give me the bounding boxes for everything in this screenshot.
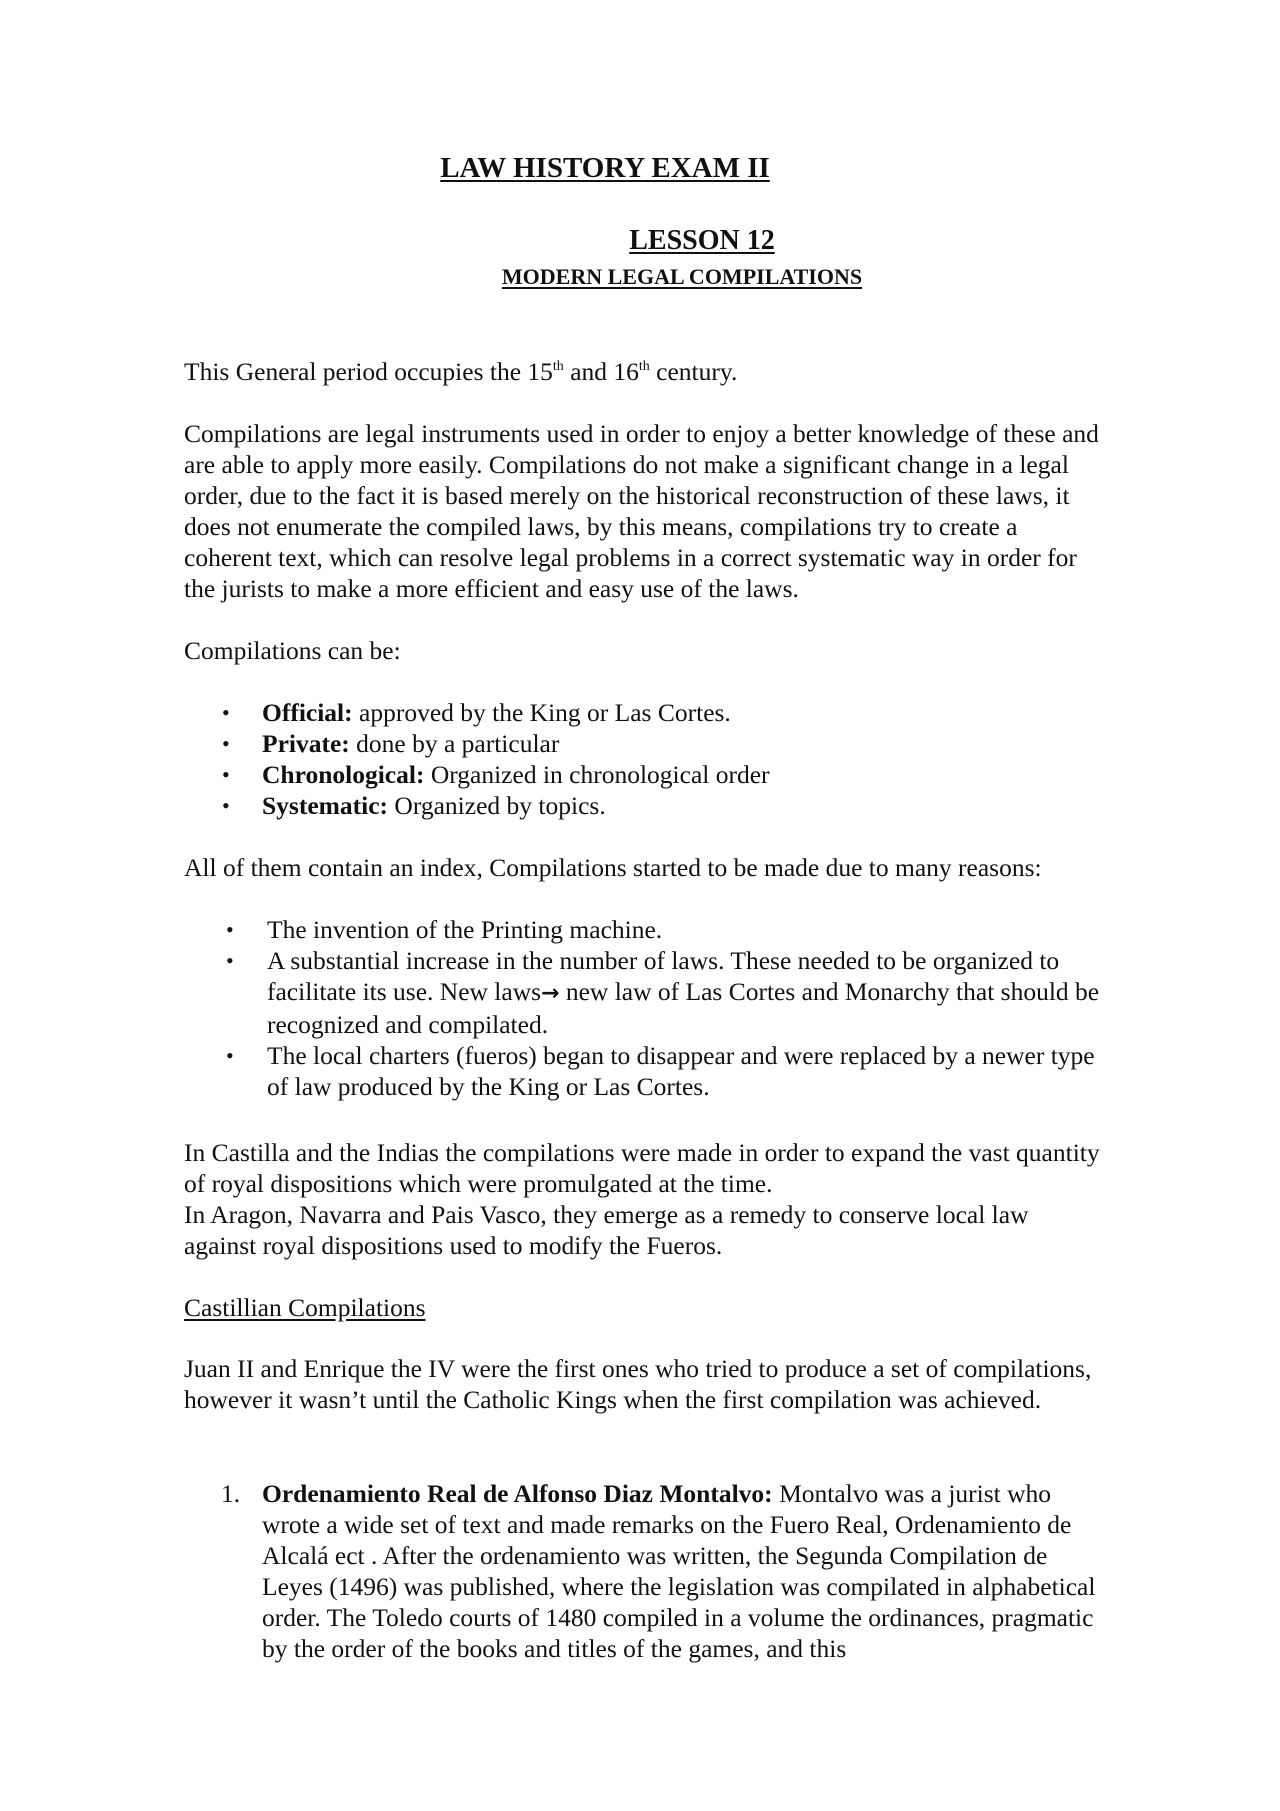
bullet-icon: •	[226, 1043, 234, 1068]
list-item	[184, 759, 1104, 790]
aragon-text: In Aragon, Navarra and Pais Vasco, they emerge as a remedy to conserve local law against royal dispositions used to modify the Fueros.	[184, 1200, 1029, 1260]
reasons-list	[184, 914, 1104, 1102]
exam-title	[0, 150, 1280, 186]
bullet-icon: •	[226, 948, 234, 973]
bullet-icon: •	[222, 700, 230, 725]
type-term: Chronological:	[262, 760, 425, 789]
reasons-intro: All of them contain an index, Compilations started to be made due to many reasons:	[184, 853, 1042, 882]
intro-paragraph	[184, 356, 1104, 387]
list-item	[184, 914, 1104, 945]
intro-sup-1: th	[552, 359, 564, 374]
type-term: Official:	[262, 698, 353, 727]
exam-title-text: LAW HISTORY EXAM II	[440, 152, 770, 184]
castilla-text: In Castilla and the Indias the compilations were made in order to expand the vast quantity of royal dispositions which were promulgated at the time.	[184, 1138, 1100, 1198]
lesson-title-text: LESSON 12	[629, 225, 775, 256]
type-desc: Organized in chronological order	[424, 760, 770, 789]
reason-text: The invention of the Printing machine.	[267, 915, 663, 944]
lesson-title	[0, 224, 1280, 258]
type-desc: Organized by topics.	[388, 791, 606, 820]
types-list	[184, 697, 1104, 821]
intro-after: century.	[649, 357, 738, 386]
reason-text: A substantial increase in the number of laws. These needed to be organized to facilitate its use. New laws	[267, 946, 1060, 1006]
intro-middle: and 16	[563, 357, 639, 386]
types-intro: Compilations can be:	[184, 636, 401, 665]
type-desc: approved by the King or Las Cortes.	[352, 698, 731, 727]
bullet-icon: •	[222, 731, 230, 756]
list-item	[184, 697, 1104, 728]
bullet-icon: •	[222, 762, 230, 787]
reason-text: The local charters (fueros) began to disappear and were replaced by a newer type of law produced by the King or Las Cortes.	[267, 1041, 1095, 1101]
definition-paragraph: Compilations are legal instruments used in order to enjoy a better knowledge of these and are able to apply more easily. Compilations do not make a significant change in a legal order, due to the fact it is based merely on the historical reconstruction of these laws, it does not enumerate the compiled laws, by this means, compilations try to create a coherent text, which can resolve legal problems in a correct systematic way in order for the jurists to make a more efficient and easy use of the laws.	[184, 419, 1099, 603]
list-item	[184, 790, 1104, 821]
castilian-heading: Castillian Compilations	[184, 1293, 426, 1322]
lesson-subtitle-text: MODERN LEGAL COMPILATIONS	[501, 264, 863, 289]
intro-sup-2: th	[638, 359, 650, 374]
list-item	[184, 728, 1104, 759]
castilian-paragraph: Juan II and Enrique the IV were the first ones who tried to produce a set of compilations, however it wasn’t until the Catholic Kings when the first compilation was achieved.	[184, 1354, 1092, 1414]
list-item	[184, 1040, 1104, 1102]
list-item	[184, 945, 1104, 1040]
type-desc: done by a particular	[349, 729, 560, 758]
lesson-subtitle	[0, 263, 1280, 291]
item-text: Montalvo was a jurist who wrote a wide set of text and made remarks on the Fuero Real, Ordenamiento de Alcalá ect . After the ordenamiento was written, the Segunda Compilation de Leyes (1496) was published, where the legislation was compilated in alphabetical order. The Toledo courts of 1480 compiled in a volume the ordinances, pragmatic by the order of the books and titles of the games, and this	[262, 1479, 1096, 1663]
bullet-icon: •	[222, 793, 230, 818]
item-term: Ordenamiento Real de Alfonso Diaz Montalvo:	[262, 1479, 773, 1508]
arrow-right-icon: →	[541, 981, 560, 1006]
type-term: Private:	[262, 729, 350, 758]
item-number: 1.	[221, 1479, 241, 1508]
list-item	[184, 1478, 1104, 1664]
reason-text-cont: new law of Las Cortes and Monarchy that should be recognized and compilated.	[267, 977, 1100, 1039]
compilations-list	[184, 1478, 1104, 1664]
bullet-icon: •	[226, 917, 234, 942]
regions-paragraph	[184, 1137, 1104, 1261]
intro-before: This General period occupies the 15	[184, 357, 553, 386]
type-term: Systematic:	[262, 791, 389, 820]
